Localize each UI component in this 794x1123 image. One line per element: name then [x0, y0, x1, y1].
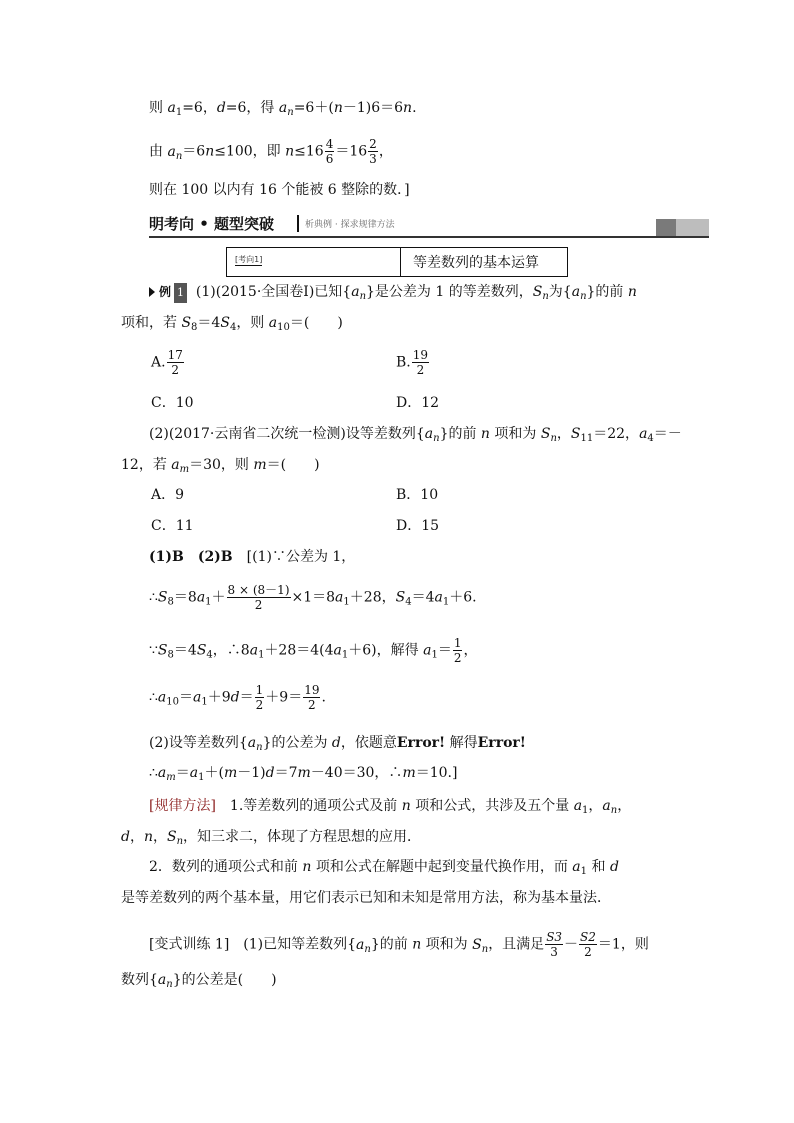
variant-label: [变式训练 1]: [149, 936, 230, 953]
top-line-2: 由 $a_n=6n\le 100$，即 n≤16 $\frac{4}{6}$ ＝16 $\frac{2}{3}$ ，: [149, 137, 393, 166]
fraction: $\frac{4}{6}$: [325, 137, 334, 166]
variant-line-1: [变式训练 1] (1)已知等差数列$\{a_n\}$的前 n 项和为 $S_n$，且满足 $\frac{S3}{3}$ － $\frac{S2}{2}$ ＝1，则: [149, 930, 649, 959]
option-2a: A．9: [151, 487, 185, 503]
kaoxiang-box: [226, 247, 568, 277]
fraction: $\frac{19}{2}$: [304, 683, 320, 712]
header-rule: [149, 236, 709, 238]
solution-line-4: $\therefore a_{10}=a_1+9d=$ $\frac{1}{2}$ ＋9＝ $\frac{19}{2}$ .: [149, 683, 326, 712]
section-subtitle: 析典例 · 探求规律方法: [305, 220, 395, 230]
kaoxiang-tag: [考向1]: [235, 255, 263, 264]
example-q2-line2: 12，若 $a_m=30$，则 m＝( ): [121, 457, 320, 475]
kaoxiang-left: [227, 248, 401, 276]
example-q2-line1: (2)(2017·云南省二次统一检测)设等差数列$\{a_n\}$的前 n 项和为 $S_n$，$S_{11}=22$，$a_4=-$: [149, 426, 682, 444]
variant-line-2: 数列$\{a_n\}$的公差是( ): [121, 972, 277, 990]
kaoxiang-title: 等差数列的基本运算: [413, 255, 539, 271]
fraction: $\frac{19}{2}$: [412, 348, 429, 377]
option-2b: B．10: [396, 487, 439, 503]
top-line-3: 则在 100 以内有 16 个能被 6 整除的数．]: [149, 182, 410, 198]
method-line-1: [规律方法] 1.等差数列的通项公式及前 n 项和公式，共涉及五个量 $a_1$，$a_n$，: [149, 798, 632, 816]
solution-line-1: (1)B (2)B [(1)∵公差为 1，: [149, 549, 356, 565]
fraction: $\frac{S2}{2}$: [580, 930, 596, 959]
method-label: [规律方法]: [149, 798, 216, 814]
method-line-2: d，n，$S_n$，知三求二，体现了方程思想的应用．: [121, 829, 422, 847]
solution-line-2: $\therefore S_8=8a_1+$ $\frac{8 \times (8-1)}{2}$ $\times 1=8a_1+28$，$S_4=4a_1+6$.: [149, 583, 477, 612]
fraction: $\frac{S3}{3}$: [546, 930, 563, 959]
option-2d: D．15: [396, 518, 440, 534]
example-q1-line1: 例 1 (1)(2015·全国卷Ⅰ)已知$\{a_n\}$是公差为 1 的等差数列，$S_n$为$\{a_n\}$的前 n: [149, 282, 637, 303]
header-decoration: [656, 219, 676, 236]
method-line-4: 是等差数列的两个基本量，用它们表示已知和未知是常用方法，称为基本量法．: [121, 890, 611, 906]
option-b: B. $\frac{19}{2}$: [396, 348, 429, 377]
fraction: $\frac{8 \times (8-1)}{2}$: [227, 583, 290, 612]
fraction: $\frac{1}{2}$: [255, 683, 264, 712]
answer: (1)B (2)B: [149, 549, 233, 565]
triangle-icon: [149, 287, 155, 297]
example-number: 1: [174, 283, 187, 303]
example-badge: 例: [159, 285, 172, 299]
solution-line-5: (2)设等差数列$\{a_n\}$的公差为 d，依题意Error! 解得Error!: [149, 735, 526, 753]
section-title: 明考向 • 题型突破: [149, 215, 275, 233]
option-d: D．12: [396, 395, 440, 411]
header-decoration: [676, 219, 709, 236]
option-c: C．10: [151, 395, 194, 411]
option-a: A. $\frac{17}{2}$: [151, 348, 183, 377]
method-line-3: 2．数列的通项公式和前 n 项和公式在解题中起到变量代换作用，而 $a_1$ 和 d: [149, 859, 619, 877]
solution-line-3: $\because S_8=4S_4$，$\therefore 8a_1+28=4(4a_1+6)$，解得 $a_1=$ $\frac{1}{2}$ ，: [149, 636, 478, 665]
top-line-1: 则 $a_1=6$，d=6，得 $a_n=6+(n-1)6=6n$.: [149, 100, 417, 118]
fraction: $\frac{1}{2}$: [453, 636, 462, 665]
example-q1-line2: 项和，若 $S_8=4S_4$，则 $a_{10}=$( ): [121, 315, 343, 333]
option-2c: C．11: [151, 518, 194, 534]
solution-line-6: $\therefore a_m=a_1+(m-1)d=7m-40=30$，∴m＝10.]: [149, 765, 458, 783]
fraction: $\frac{2}{3}$: [369, 137, 377, 166]
fraction: $\frac{17}{2}$: [167, 348, 183, 377]
section-divider: [297, 215, 299, 232]
